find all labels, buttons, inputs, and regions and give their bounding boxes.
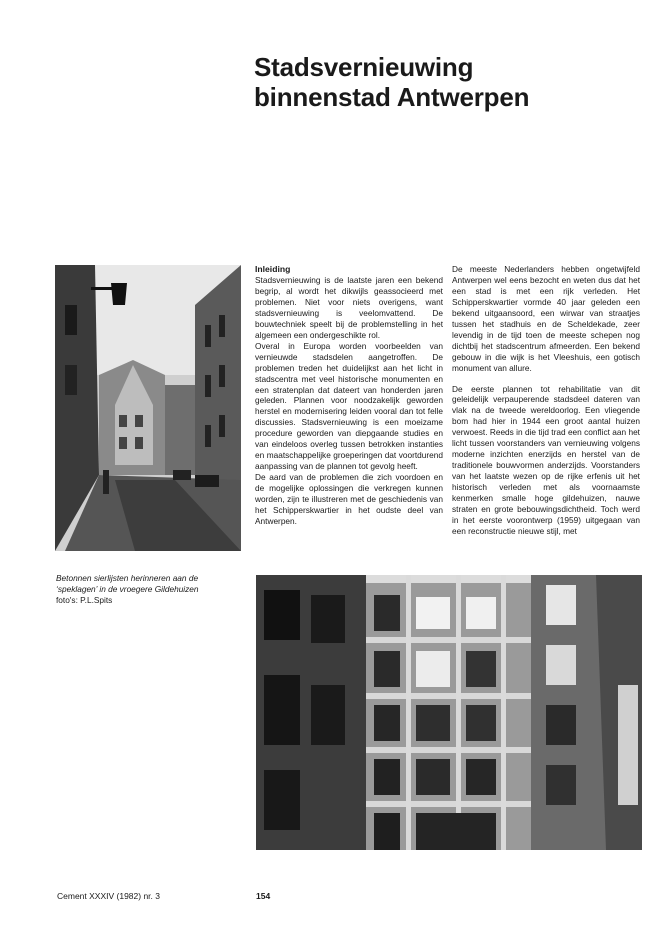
paragraph: Stadsvernieuwing is de laatste jaren een bekend begrip, al wordt het dikwijls geassocieerd met problemen. Niet voor niets overigens, want stadsvernieuwing is veelomvattend. De bouwtechniek speelt bij de problemstelling in het algemeen een ondergeschikte rol. xyxy=(255,275,443,340)
page-number: 154 xyxy=(256,891,271,901)
article-title-line-1: Stadsvernieuwing xyxy=(254,52,474,82)
article-title xyxy=(254,52,644,112)
caption-line-2: ‘speklagen’ in de vroegere Gildehuizen xyxy=(56,584,199,594)
street-photo xyxy=(55,265,241,551)
paragraph: De meeste Nederlanders hebben ongetwijfeld Antwerpen wel eens bezocht en weten dus dat het een stad is met een rijk verleden. Het Schipperskwartier vormde 40 jaar geleden een bekend uitgaansoord, een wirwar van straatjes tussen het stadhuis en de Scheldekade, zeer levendig in de tijd toen de meeste schepen nog dichtbij het stadscentrum afmeerden. Een bekend gebouw in die wijk is het Vleeshuis, een gotisch monument van allure. xyxy=(452,264,640,373)
caption-line-1: Betonnen sierlijsten herinneren aan de xyxy=(56,573,199,583)
section-heading: Inleiding xyxy=(255,264,291,274)
article-column-1 xyxy=(255,264,443,527)
article-column-2 xyxy=(452,264,640,537)
facade-photo xyxy=(256,575,642,850)
article-title-line-2: binnenstad Antwerpen xyxy=(254,82,530,112)
paragraph: De aard van de problemen die zich voordoen en de mogelijke oplossingen die verkregen kunnen worden, zijn te illustreren met de geschiedenis van het Schipperskwartier in het oudste deel van Antwerpen. xyxy=(255,472,443,526)
footer-journal: Cement XXXIV (1982) nr. 3 xyxy=(57,891,160,901)
paragraph: De eerste plannen tot rehabilitatie van dit geleidelijk verpauperende stadsdeel dateren van vlak na de tweede wereldoorlog. Een vliegende bom had hier in 1944 een groot aantal huizen verwoest. Reeds in die tijd trad een conflict aan het licht tussen voorstanders van vernieuwing volgens moderne inzichten enerzijds en herstel van de traditionele bouwvormen anderzijds. Voorstanders van het laatste wezen op de rijke erfenis uit het historisch verleden met als voornaamste kenmerken smalle hoge gildehuizen, nauwe straten en grote bebouwingsdichtheid. Toch werd in het eerste voorontwerp (1959) uitgegaan van een reconstructie nieuwe stijl, met xyxy=(452,383,640,536)
photo-credit: foto's: P.L.Spits xyxy=(56,595,113,605)
photo-caption xyxy=(56,573,246,606)
paragraph: Overal in Europa worden voorbeelden van vernieuwde stadsdelen aangetroffen. De problemen treden het duidelijkst aan het licht in stadscentra met veel historische monumenten en een stratenplan dat dateert van honderden jaren geleden. Plannen voor noodzakelijk geworden herstel en modernisering leiden vooral dan tot felle discussies. Stadsvernieuwing is een moeizame procedure geworden van diepgaande studies en van eindeloos overleg tussen betrokken instanties en maatschappelijke groeperingen dat voortdurend aanpassing van de plannen tot gevolg heeft. xyxy=(255,340,443,472)
